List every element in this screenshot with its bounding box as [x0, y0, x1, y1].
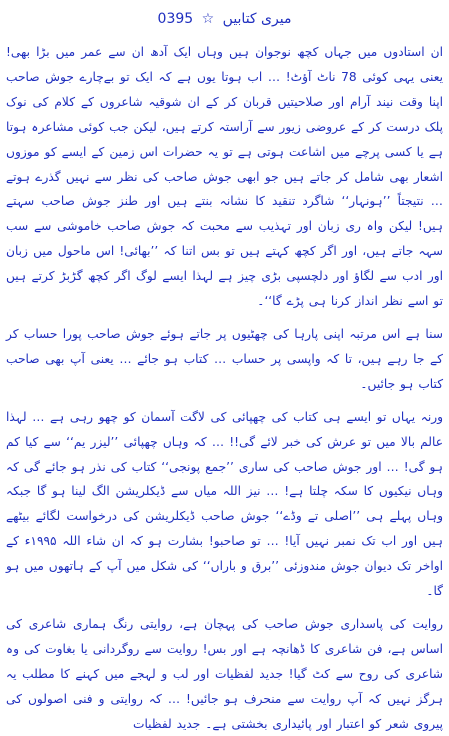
paragraph: ورنہ یہاں تو ایسے ہی کتاب کی چھپائی کی لاگت آسمان کو چھو رہی ہے … لہذا عالم بالا میں تو عرش کی خبر لائے گی!! … کہ وہاں چھپائی ’’لیزر یم‘‘ سے کیا کم ہو گی! … اور جوش صاحب کی ساری ’’جمع پونجی‘‘ کتاب کی نذر ہو جائے گی کہ وہاں نیکیوں کا سکہ چلتا ہے! … نیز اللہ میاں سے ڈیکلریشن الگ لینا ہو گا جبکہ وہاں پہلے ہی ’’اصلی تے وڈے‘‘ جوش صاحب ڈیکلریشن کی درخواست لگائے بیٹھے ہیں اور اب تک نمبر نہیں آیا! … تو صاحبو! بشارت ہو کہ ان شاء اللہ ۱۹۹۵ء کے اواخر تک دیوان جوش مندوزئی ’’برق و باراں‘‘ کی شکل میں آپ کے ہاتھوں میں ہو گا۔ — [6, 409, 443, 599]
star-icon: ☆ — [201, 11, 215, 27]
paragraph: ان استادوں میں جہاں کچھ نوجوان ہیں وہاں ایک آدھ ان سے عمر میں بڑا بھی! یعنی یہی کوئی 78 ناٹ آؤٹ! … اب ہوتا یوں ہے کہ ایک تو بےچارے جوش صاحب اپنا وقت نیند آرام اور صلاحیتیں قربان کر کے ان شوقیہ شاعروں کے کلام کی نوک پلک درست کر کے عروضی زیور سے آراستہ کرتے ہیں، لیکن جب کوئی مشاعرہ ہوتا ہے یا کسی پرچے میں اشاعت ہوتی ہے تو یہ حضرات اس زمین کے ایسے کو موزوں اشعار بھی شامل کر جاتے ہیں جو ابھی جوش صاحب کی نظر سے نہیں گذرے ہوتے … نتیجتاً ’’ہونہار‘‘ شاگرد تنقید کا نشانہ بنتے ہیں اور طنز جوش صاحب سہتے ہیں! لیکن واہ ری زبان اور تہذیب سے محبت کہ جوش صاحب خاموشی سے سب سہہ جاتے ہیں، اور اگر کچھ کہتے ہیں تو بس اتنا کہ ’’بھائی! اس ماحول میں زبان اور ادب سے لگاؤ اور دلچسپی بڑی چیز ہے لہذا ایسے لوگ اگر کچھ گڑبڑ کرتے ہیں تو اسے نظر انداز کرنا ہی پڑے گا‘‘۔ — [6, 45, 443, 309]
paragraph: روایت کی پاسداری جوش صاحب کی پہچان ہے، روایتی رنگ ہماری شاعری کی اساس ہے، فن شاعری کا ڈھانچہ ہے اور بس! روایت سے روگردانی یا بغاوت کی وہ شاعری کی روح سے کٹ گیا! جدید لفظیات اور لب و لہجے میں کہنے کا مطلب یہ ہرگز نہیں کہ آپ روایت سے منحرف ہو جائیں! … کہ روایتی و فنی اصولوں کی پیروی شعر کو اعتبار اور پائیداری بخشتی ہے۔ جدید لفظیات — [6, 616, 443, 731]
paragraph: سنا ہے اس مرتبہ اپنی پارہا کی چھٹیوں پر جاتے ہوئے جوش صاحب پورا حساب کر کے جا رہے ہیں، تا کہ واپسی پر حساب … کتاب ہو جائے … یعنی آپ بھی صاحب کتاب ہو جائیں۔ — [6, 326, 443, 391]
page-header — [0, 10, 449, 28]
page-number: 0395 — [157, 11, 194, 27]
book-title: میری کتابیں — [222, 11, 292, 27]
article-body — [6, 40, 443, 736]
